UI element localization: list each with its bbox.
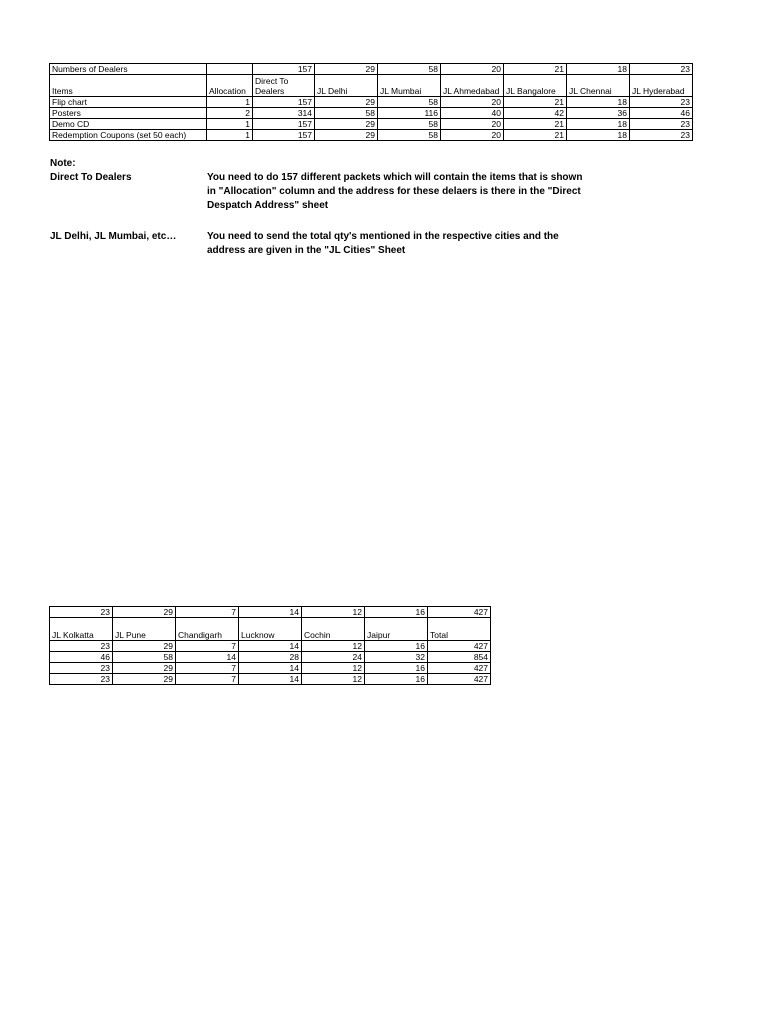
table-cell[interactable]: 427 — [428, 663, 491, 674]
table-cell[interactable]: Numbers of Dealers — [50, 64, 207, 75]
table-cell[interactable]: 14 — [239, 641, 302, 652]
city-allocation-table — [49, 606, 491, 685]
table-row — [50, 663, 491, 674]
table-cell[interactable]: 20 — [441, 97, 504, 108]
table-cell[interactable]: 29 — [113, 607, 176, 618]
table-cell[interactable]: 21 — [504, 97, 567, 108]
table-cell[interactable]: 36 — [567, 108, 630, 119]
table-cell[interactable]: 21 — [504, 130, 567, 141]
table-cell[interactable]: 58 — [378, 119, 441, 130]
table-cell[interactable]: 21 — [504, 119, 567, 130]
table-cell[interactable]: 7 — [176, 641, 239, 652]
column-header[interactable]: JL Bangalore — [504, 75, 567, 97]
table-cell[interactable]: Demo CD — [50, 119, 207, 130]
table-cell[interactable]: 46 — [630, 108, 693, 119]
column-header[interactable]: Items — [50, 75, 207, 97]
table-cell[interactable]: 58 — [113, 652, 176, 663]
column-header[interactable]: Cochin — [302, 618, 365, 641]
column-header[interactable]: JL Hyderabad — [630, 75, 693, 97]
column-header[interactable]: Lucknow — [239, 618, 302, 641]
table-row — [50, 119, 693, 130]
table-cell[interactable]: 16 — [365, 607, 428, 618]
table-cell[interactable]: 14 — [176, 652, 239, 663]
table-cell[interactable]: 14 — [239, 607, 302, 618]
table-cell[interactable]: 40 — [441, 108, 504, 119]
table-cell[interactable]: Flip chart — [50, 97, 207, 108]
table-cell[interactable]: 20 — [441, 119, 504, 130]
table-row — [50, 641, 491, 652]
table-cell[interactable]: 1 — [207, 119, 253, 130]
column-header[interactable]: JL Mumbai — [378, 75, 441, 97]
table-cell[interactable]: 23 — [630, 64, 693, 75]
column-header[interactable]: Jaipur — [365, 618, 428, 641]
table-cell[interactable]: 24 — [302, 652, 365, 663]
table-cell[interactable]: 58 — [378, 130, 441, 141]
table-cell[interactable]: 16 — [365, 663, 428, 674]
table-cell[interactable]: 29 — [315, 64, 378, 75]
table-cell[interactable]: 29 — [113, 663, 176, 674]
table-row — [50, 674, 491, 685]
column-header[interactable]: JL Ahmedabad — [441, 75, 504, 97]
note-label-direct-to-dealers: Direct To Dealers — [50, 172, 132, 183]
table-cell[interactable]: 23 — [50, 641, 113, 652]
table-header-row — [50, 75, 693, 97]
table-row — [50, 64, 693, 75]
table-cell[interactable]: 1 — [207, 130, 253, 141]
table-cell[interactable]: 116 — [378, 108, 441, 119]
table-cell[interactable]: 157 — [253, 64, 315, 75]
column-header[interactable]: JL Delhi — [315, 75, 378, 97]
table-cell[interactable]: 7 — [176, 674, 239, 685]
table-cell[interactable]: 16 — [365, 641, 428, 652]
table-cell[interactable]: 23 — [630, 130, 693, 141]
table-cell[interactable]: 29 — [315, 119, 378, 130]
table-cell[interactable]: 20 — [441, 64, 504, 75]
table-cell[interactable]: 28 — [239, 652, 302, 663]
table-cell[interactable]: 32 — [365, 652, 428, 663]
table-row — [50, 652, 491, 663]
table-cell[interactable]: 18 — [567, 64, 630, 75]
table-cell[interactable]: 18 — [567, 119, 630, 130]
column-header[interactable]: Direct To Dealers — [253, 75, 315, 97]
table-cell[interactable]: 16 — [365, 674, 428, 685]
column-header[interactable]: JL Pune — [113, 618, 176, 641]
table-cell[interactable]: Redemption Coupons (set 50 each) — [50, 130, 207, 141]
table-cell[interactable]: 12 — [302, 674, 365, 685]
table-cell[interactable]: 157 — [253, 130, 315, 141]
table-cell[interactable]: 12 — [302, 641, 365, 652]
table-cell[interactable]: 2 — [207, 108, 253, 119]
table-header-row — [50, 618, 491, 641]
table-cell[interactable]: Posters — [50, 108, 207, 119]
table-cell[interactable]: 29 — [113, 641, 176, 652]
table-cell[interactable]: 42 — [504, 108, 567, 119]
table-cell[interactable]: 23 — [50, 607, 113, 618]
table-cell[interactable]: 7 — [176, 607, 239, 618]
table-row — [50, 108, 693, 119]
note-text-jl-cities: You need to send the total qty's mentioned in the respective cities and the address are given in the "JL Cities" Sheet — [207, 231, 559, 256]
table-cell[interactable]: 46 — [50, 652, 113, 663]
table-cell[interactable]: 12 — [302, 607, 365, 618]
notes-heading: Note: — [50, 158, 76, 169]
table-cell[interactable]: 29 — [315, 97, 378, 108]
column-header[interactable]: Allocation — [207, 75, 253, 97]
table-cell[interactable]: 14 — [239, 674, 302, 685]
table-row — [50, 607, 491, 618]
column-header[interactable]: JL Chennai — [567, 75, 630, 97]
table-cell[interactable]: 7 — [176, 663, 239, 674]
table-cell[interactable]: 29 — [315, 130, 378, 141]
table-cell[interactable] — [207, 64, 253, 75]
table-cell[interactable]: 58 — [315, 108, 378, 119]
table-row — [50, 97, 693, 108]
note-text-direct-to-dealers: You need to do 157 different packets which will contain the items that is shown in "Allocation" column and the address for these delaers is there in the "Direct Despatch Address" sheet — [207, 172, 583, 211]
table-cell[interactable]: 854 — [428, 652, 491, 663]
table-cell[interactable]: 427 — [428, 641, 491, 652]
table-cell[interactable]: 1 — [207, 97, 253, 108]
table-cell[interactable]: 23 — [50, 663, 113, 674]
note-label-jl-cities: JL Delhi, JL Mumbai, etc… — [50, 231, 177, 242]
table-cell[interactable]: 314 — [253, 108, 315, 119]
table-cell[interactable]: 427 — [428, 607, 491, 618]
column-header[interactable]: Chandigarh — [176, 618, 239, 641]
table-cell[interactable]: 58 — [378, 97, 441, 108]
table-cell[interactable]: 23 — [630, 97, 693, 108]
table-cell[interactable]: 29 — [113, 674, 176, 685]
table-cell[interactable]: 18 — [567, 97, 630, 108]
table-cell[interactable]: 58 — [378, 64, 441, 75]
dealer-allocation-table — [49, 63, 693, 141]
table-cell[interactable]: 12 — [302, 663, 365, 674]
table-cell[interactable]: 23 — [50, 674, 113, 685]
table-cell[interactable]: 14 — [239, 663, 302, 674]
table-cell[interactable]: 18 — [567, 130, 630, 141]
table-cell[interactable]: 157 — [253, 97, 315, 108]
table-row — [50, 130, 693, 141]
column-header[interactable]: JL Kolkatta — [50, 618, 113, 641]
table-cell[interactable]: 20 — [441, 130, 504, 141]
table-cell[interactable]: 157 — [253, 119, 315, 130]
table-cell[interactable]: 21 — [504, 64, 567, 75]
table-cell[interactable]: 23 — [630, 119, 693, 130]
column-header[interactable]: Total — [428, 618, 491, 641]
table-cell[interactable]: 427 — [428, 674, 491, 685]
